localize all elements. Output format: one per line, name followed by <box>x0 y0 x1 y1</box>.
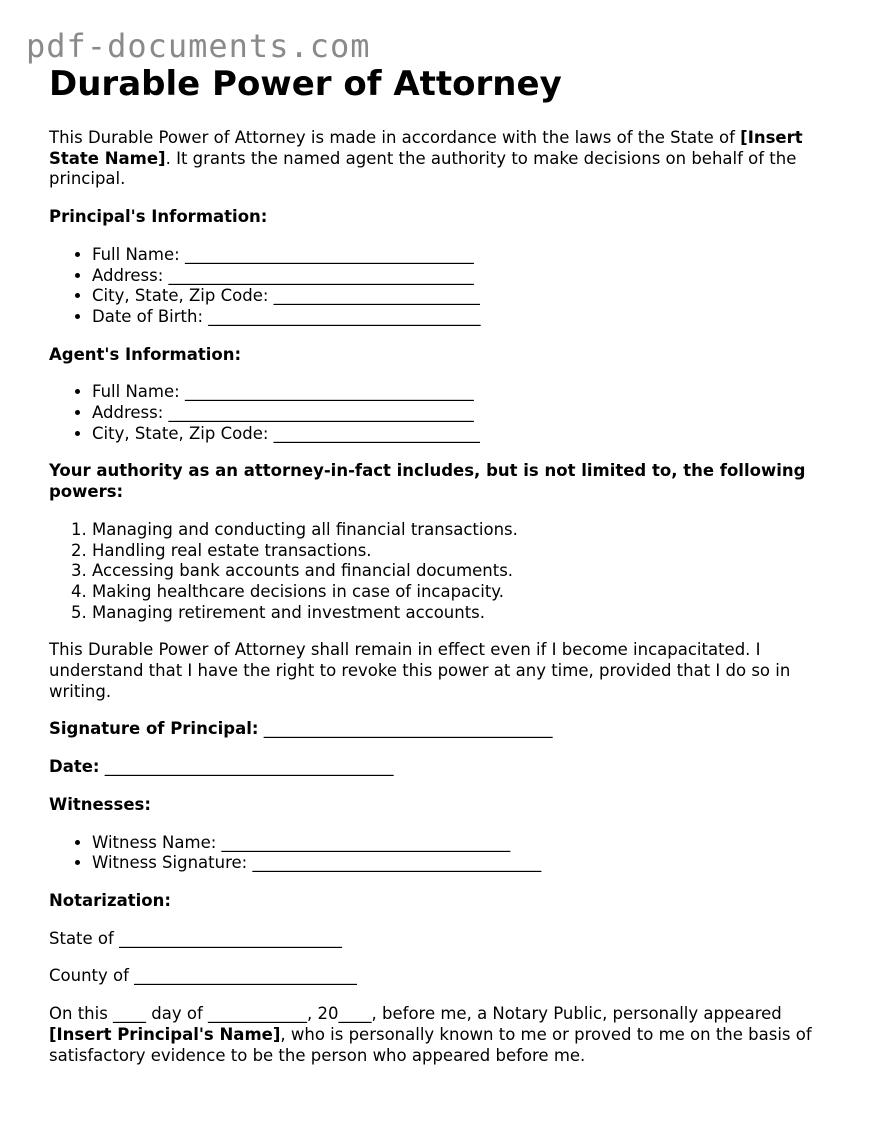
watermark: pdf-documents.com <box>26 27 371 65</box>
agent-address-field: • Address: _____________________________________ <box>92 403 839 424</box>
power-item: 5. Managing retirement and investment accounts. <box>92 603 839 624</box>
principal-signature-line <box>49 719 839 740</box>
durability-paragraph: This Durable Power of Attorney shall remain in effect even if I become incapacitated. I understand that I have the right to revoke this power at any time, provided that I do so in writing. <box>49 640 791 701</box>
notary-county-line: County of ___________________________ <box>49 966 357 986</box>
date-label: Date: <box>49 757 100 777</box>
principal-address-field: • Address: _____________________________________ <box>92 266 839 287</box>
document-title: Durable Power of Attorney <box>49 64 562 104</box>
principal-name-placeholder: [Insert Principal's Name] <box>49 1024 281 1044</box>
power-item: 4. Making healthcare decisions in case of incapacity. <box>92 582 839 603</box>
principal-fields-list <box>49 245 839 328</box>
signature-blank: ___________________________________ <box>258 719 553 739</box>
notary-text-end: , who is personally known to me or proved to me on the basis of satisfactory evidence to be the person who appeared before me. <box>49 1024 812 1065</box>
witness-name-field: • Witness Name: ___________________________________ <box>92 833 839 854</box>
notary-acknowledgment-paragraph <box>49 1004 839 1066</box>
intro-paragraph <box>49 128 839 190</box>
principal-full-name-field: • Full Name: ___________________________________ <box>92 245 839 266</box>
intro-text-end: . It grants the named agent the authority to make decisions on behalf of the principal. <box>49 148 797 189</box>
principal-heading: Principal's Information: <box>49 207 268 227</box>
witnesses-heading: Witnesses: <box>49 794 151 814</box>
state-name-placeholder: [Insert State Name] <box>49 128 803 168</box>
witness-signature-field: • Witness Signature: ___________________________________ <box>92 853 839 874</box>
power-item: 1. Managing and conducting all financial transactions. <box>92 520 839 541</box>
agent-fields-list <box>49 382 839 444</box>
notarization-heading: Notarization: <box>49 890 171 910</box>
agent-heading: Agent's Information: <box>49 344 242 364</box>
signature-label: Signature of Principal: <box>49 719 259 739</box>
principal-city-state-zip-field: • City, State, Zip Code: _________________________ <box>92 286 839 307</box>
document-page <box>49 62 839 1066</box>
date-blank: ___________________________________ <box>99 757 394 777</box>
agent-full-name-field: • Full Name: ___________________________________ <box>92 382 839 403</box>
powers-heading: Your authority as an attorney-in-fact includes, but is not limited to, the following powers: <box>49 461 806 502</box>
agent-city-state-zip-field: • City, State, Zip Code: _________________________ <box>92 424 839 445</box>
powers-list <box>49 520 839 624</box>
power-item: 3. Accessing bank accounts and financial documents. <box>92 561 839 582</box>
intro-text-start: This Durable Power of Attorney is made in accordance with the laws of the State of <box>49 128 741 147</box>
power-item: 2. Handling real estate transactions. <box>92 541 839 562</box>
notary-state-line: State of ___________________________ <box>49 928 342 948</box>
notary-text-start: On this ____ day of ____________, 20____, before me, a Notary Public, personally appeared <box>49 1004 782 1024</box>
principal-date-of-birth-field: • Date of Birth: _________________________________ <box>92 307 839 328</box>
date-line <box>49 757 839 778</box>
witnesses-list <box>49 833 839 874</box>
